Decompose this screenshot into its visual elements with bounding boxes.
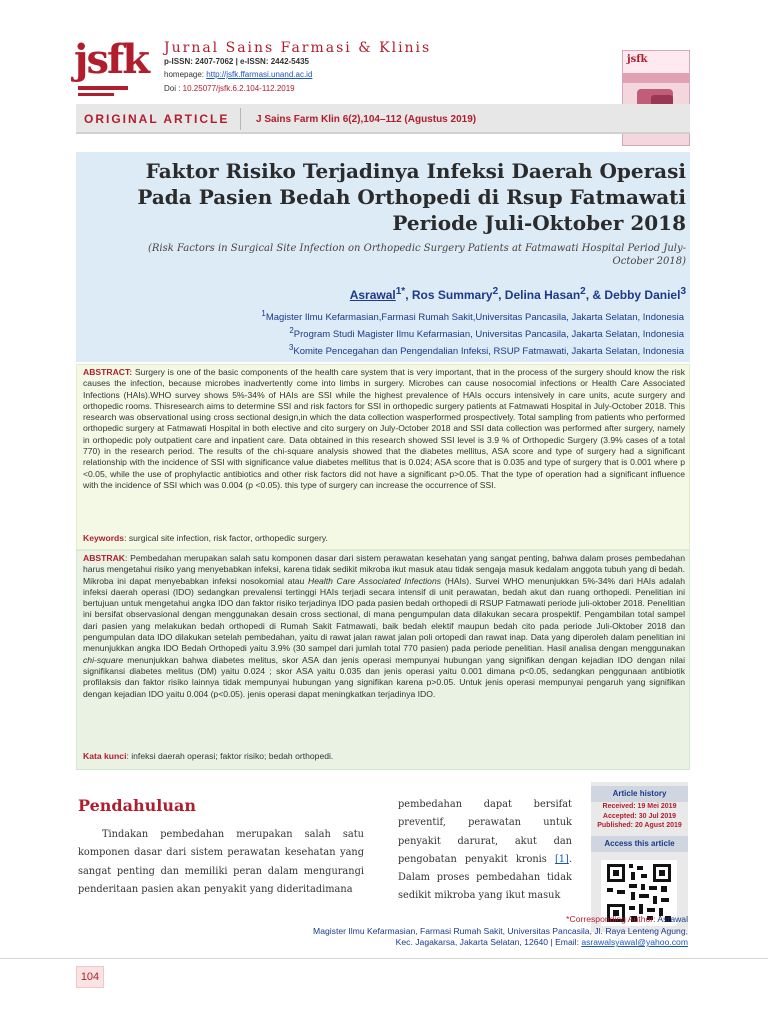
- abstract-label: ABSTRACT:: [83, 367, 133, 377]
- author-sup: 2: [580, 286, 586, 297]
- author-name[interactable]: Asrawal: [349, 288, 396, 302]
- abstrak-label: ABSTRAK: [83, 553, 126, 563]
- abstract-indonesian: [76, 550, 690, 770]
- abstract-english: [76, 364, 690, 550]
- accepted-date: Accepted: 30 Jul 2019: [602, 812, 677, 820]
- logo-text: jsfk: [74, 36, 148, 83]
- published-date: Published: 20 Agust 2019: [597, 822, 682, 829]
- logo-bar: [78, 86, 128, 90]
- article-history-title: Article history: [591, 786, 688, 802]
- cover-logo: jsfk: [627, 54, 648, 65]
- corr-address-line: Kec. Jagakarsa, Jakarta Selatan, 12640 | Email:: [395, 937, 582, 948]
- corresponding-author: [160, 914, 688, 949]
- affiliation-list: [116, 307, 684, 358]
- journal-homepage: [164, 70, 312, 79]
- page-number: 104: [76, 966, 104, 988]
- homepage-link[interactable]: http://jsfk.ffarmasi.unand.ac.id: [206, 70, 313, 79]
- abstract-english-text: ABSTRACT: Surgery is one of the basic components of the health care system that is very important, that in the process of the surgery should know the risk causes the infection, because microbes inadvertently come into limbs in surgery. Microbes can cause nosocomial infections or Health Care Associated Infections (HAIs).WHO survey shows 5%-34% of HAIs are SSI while the highest prevalence of HAIs occurs intensively in care units, acute surgery and orthopedic rooms. Thisresearch aims to determine SSI and risk factors for SSI in orthopedic surgery patients at Fatmawati Hospital in July-October 2018. This research was observational using cross sectional design,in which the data collection wasperformed prospectively. Total sampling from patients who performed orthopedic surgery at Fatmawati Hospital in both elective and cito surgery on July-October 2018 and SSI data collection was performed after surgery, namely in orthopedic poly outpatient care and inpatient care. Data obtained in this research showed SSI level is 3.9 % of Orthopedic Surgery (3.9% cases of a total 770) in the research period. The results of the chi-square analysis showed that the diabetes mellitus, ASA score and type of surgery had a significant relationship with the incidence of SSI with significance value diabetes mellitus that is 0.024; ASA score that is 0.035 and type of surgery that is 0.001 where p <0.05, while the use of prophylactic antibiotics and other risk factors did not have a significant p>0.05. That the type of operation had a significant influence with the incidence of SSI which was 0.004 (p <0.05). this type of surgery can increase the occurrence of SSI.: [83, 367, 685, 490]
- section-title: Pendahuluan: [78, 796, 196, 815]
- title-block: [76, 152, 690, 362]
- abstract-indonesian-text: ABSTRAK: Pembedahan merupakan salah satu komponen dasar dari sistem perawatan kesehatan yang sangat penting, bahwa dalam proses pembedahan harus mengetahui risiko yang menyebabkan infeksi, karena tidak sedikit mikroba ikut masuk atau tidak sengaja masuk kedalam anggota tubuh yang di bedah. Mikroba ini dapat menyebabkan infeksi nosokomial atau Health Care Associated Infections (HAIs). Survei WHO menunjukkan 5%-34% dari HAIs adalah infeksi daerah operasi (IDO) sedangkan prevalensi tertinggi HAIs terjadi secara intensif di unit perawatan, bedah akut dan ruang orthopedi. Penelitian ini bertujuan untuk mengetahui angka IDO dan faktor risiko terjadinya IDO pada pasien bedah orthopedi di RSUP Fatmawati periode juli-oktober 2018. Penelitian ini bersifat observasional dengan menggunakan desain cross sectional, di mana pengumpulan data dilakukan secara prospektif. Pengambilan total sampel dari pasien yang melakukan bedah orthopedi di Rumah Sakit Fatmawati, baik bedah elektif maupun bedah cito pada periode Juli-Oktober 2018 dan pengumpulan data IDO dilakukan setelah pembedahan, yaitu di rawat jalan rawat jalan poli ortopedi dan rawat inap. Data yang diperoleh dalam penelitian ini menunjukkan angka IDO Bedah Orthopedi yaitu 3.9% (30 sampel dari jumlah total 770 pasien) pada periode penelitian. Hasil analisa dengan menggunakan chi-square menunjukkan bahwa diabetes melitus, skor ASA dan jenis operasi mempunyai hubungan yang signifikan dengan kejadian IDO dengan nilai signifikansi diabetes melitus (DM) yaitu 0.024 ; skor ASA yaitu 0.035 dan jenis operasi yaitu 0.001 dimana p<0.05, sedangkan penggunaan antibiotik profilaksis dan faktor risiko lainnya tidak mempunyai hubungan yang signifikan karena p>0.05. Untuk jenis operasi mempunyai pengaruh yang signifikan dengan kejadian IDO yaitu 0.004 (p<0.05). jenis operasi dapat meningkatkan terjadinya IDO.: [83, 553, 685, 699]
- author-list: Asrawal$^{1*}$, Ros Summary$^2$, Delina Hasan$^2$, & Debby Daniel$^3$: [349, 286, 686, 302]
- journal-issn: p-ISSN: 2407-7062 | e-ISSN: 2442-5435: [164, 57, 309, 66]
- received-date: Received: 19 Mei 2019: [602, 803, 677, 810]
- journal-name: Jurnal Sains Farmasi & Klinis: [164, 40, 432, 56]
- journal-doi: [164, 84, 295, 93]
- doi-label: Doi :: [164, 84, 183, 93]
- article-subtitle: (Risk Factors in Surgical Site Infection on Orthopedic Surgery Patients at Fatmawati Hospital Period July-October 2018): [148, 243, 686, 267]
- article-type-bar: [76, 104, 690, 134]
- affiliation-item: $^2$Program Studi Magister Ilmu Kefarmasian, Universitas Pancasila, Jakarta Selatan, Indonesia: [289, 326, 684, 341]
- body-column-left: Tindakan pembedahan merupakan salah satu komponen dasar dari sistem perawatan kesehatan yang sangat penting dan memiliki peran dalam mengurangi penderitaan pasien akan penyakit yang dideritadimana: [78, 829, 364, 895]
- author-sup: 1*: [395, 286, 406, 297]
- author-name: Delina Hasan: [504, 288, 581, 302]
- article-citation: J Sains Farm Klin 6(2),104–112 (Agustus 2019): [256, 114, 477, 125]
- body-column-right: pembedahan dapat bersifat preventif, perawatan untuk penyakit darurat, akut dan pengobatan penyakit kronis [1]. Dalam proses pembedahan tidak sedikit mikroba yang ikut masuk: [398, 799, 572, 902]
- logo-bar-small: [78, 93, 114, 96]
- author-name: Debby Daniel: [604, 288, 681, 302]
- kata-kunci-label: Kata kunci: [83, 751, 127, 761]
- homepage-label: homepage:: [164, 70, 207, 79]
- divider: [240, 108, 241, 130]
- article-title: Faktor Risiko Terjadinya Infeksi Daerah Operasi Pada Pasien Bedah Orthopedi di Rsup Fatmawati Periode Juli-Oktober 2018: [137, 159, 686, 235]
- author-sup: 2: [492, 286, 499, 297]
- doi-value[interactable]: 10.25077/jsfk.6.2.104-112.2019: [182, 84, 295, 93]
- corr-label: *Corresponding Author:: [566, 914, 656, 924]
- keywords-english: Keywords: surgical site infection, risk factor, orthopedic surgery.: [83, 533, 328, 543]
- affiliation-item: $^3$Komite Pencegahan dan Pengendalian Infeksi, RSUP Fatmawati, Jakarta Selatan, Indonesia: [288, 343, 684, 358]
- journal-logo: [74, 38, 158, 98]
- keywords-indonesian: Kata kunci: infeksi daerah operasi; faktor risiko; bedah orthopedi.: [83, 751, 334, 761]
- corr-address-line: Magister Ilmu Kefarmasian, Farmasi Rumah Sakit, Universitas Pancasila, Jl. Raya Lenteng Agung,: [313, 925, 688, 936]
- author-name: Ros Summary: [411, 288, 493, 302]
- reference-link[interactable]: [1]: [554, 853, 569, 865]
- corr-email-link[interactable]: asrawalsyawal@yahoo.com: [581, 937, 688, 948]
- article-history-dates: [591, 802, 688, 831]
- author-sup: 3: [680, 286, 686, 297]
- affiliation-item: $^1$Magister Ilmu Kefarmasian,Farmasi Rumah Sakit,Universitas Pancasila, Jakarta Selatan, Indonesia: [261, 309, 684, 324]
- footer-rule: [0, 958, 768, 959]
- article-type-label: ORIGINAL ARTICLE: [84, 112, 230, 126]
- access-article-title: Access this article: [591, 836, 688, 852]
- corr-name: Asrawal: [655, 914, 688, 924]
- article-history-sidebar: [591, 782, 688, 932]
- keywords-label: Keywords: [83, 533, 125, 543]
